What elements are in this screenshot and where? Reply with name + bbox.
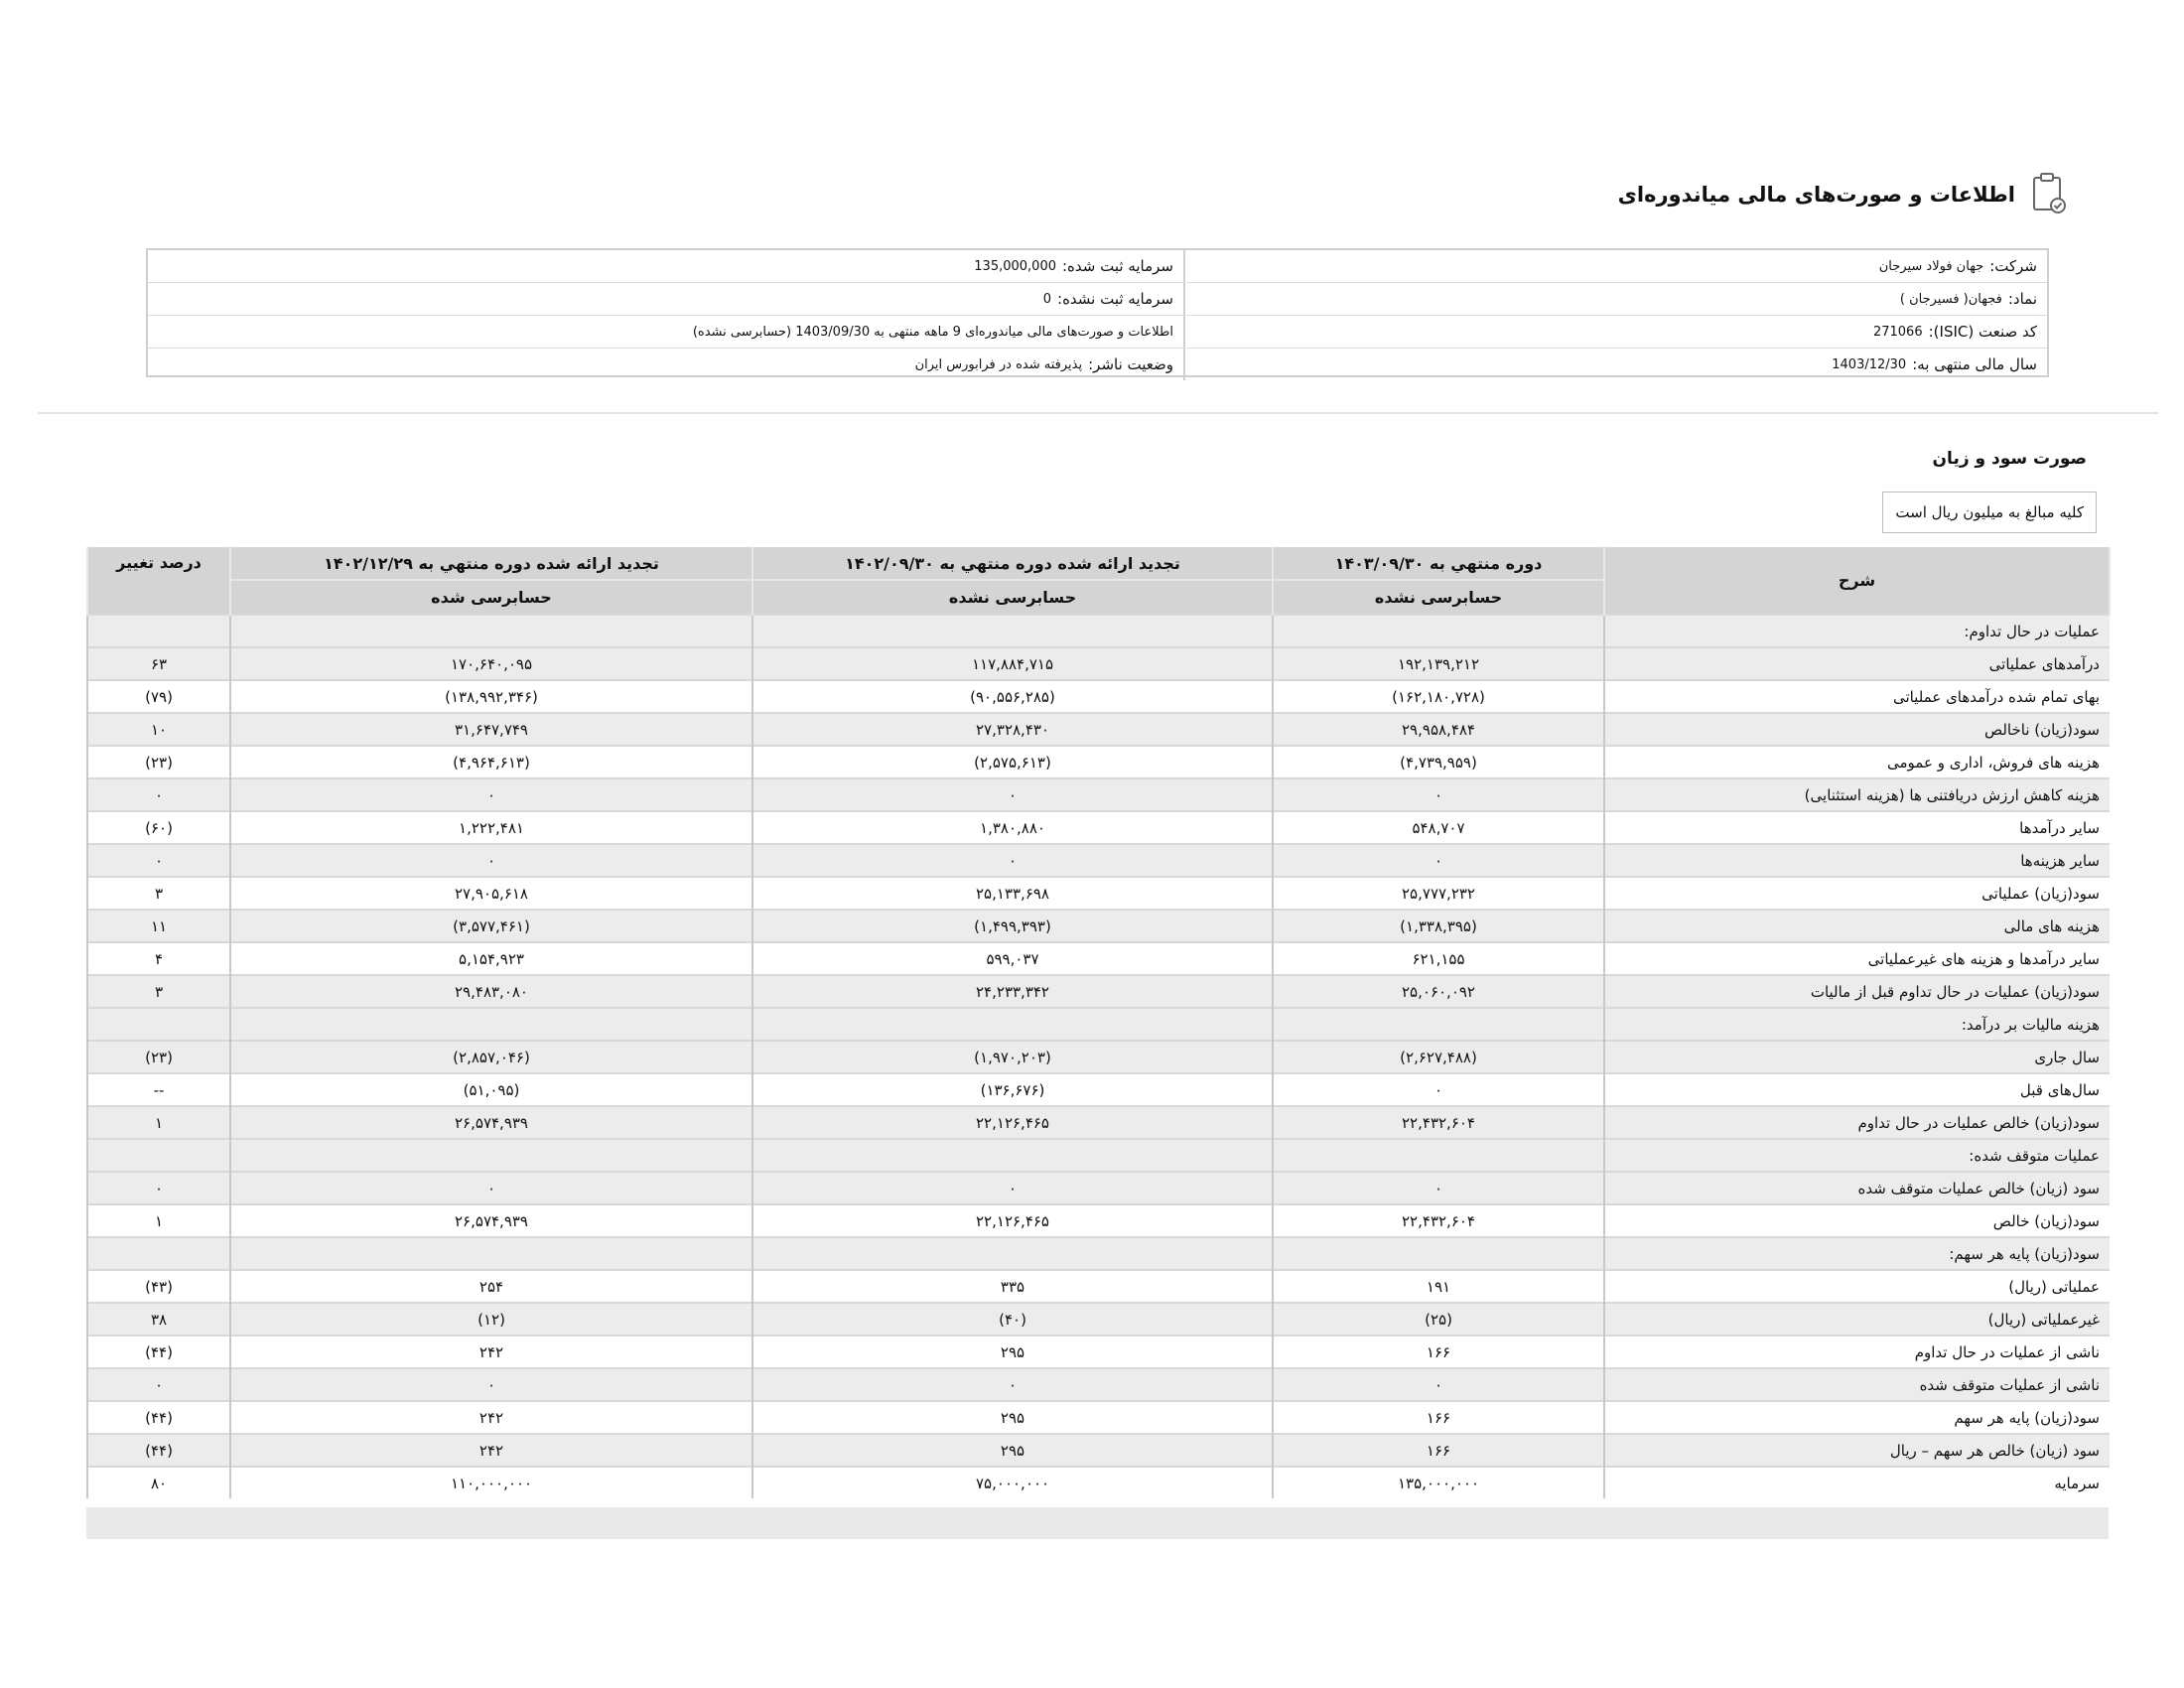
cell-period-1402-09: ۱۱۷,۸۸۴,۷۱۵	[752, 647, 1273, 680]
cell-period-1402-12: ۲۴۲	[230, 1401, 752, 1434]
cell-percent-change: (۴۴)	[87, 1401, 230, 1434]
cell-period-1403: ۲۵,۰۶۰,۰۹۲	[1273, 975, 1604, 1008]
cell-period-1403: (۱۶۲,۱۸۰,۷۲۸)	[1273, 680, 1604, 713]
table-row	[87, 647, 2110, 680]
report-title-cell	[148, 316, 1183, 348]
table-row	[87, 942, 2110, 975]
cell-period-1402-12	[230, 1139, 752, 1172]
cell-period-1402-12: (۵۱,۰۹۵)	[230, 1073, 752, 1106]
cell-percent-change	[87, 1139, 230, 1172]
cell-percent-change: (۶۰)	[87, 811, 230, 844]
company-info-box	[146, 248, 2049, 377]
row-description: سود(زیان) پایه هر سهم:	[1604, 1237, 2110, 1270]
cell-period-1402-09	[752, 1237, 1273, 1270]
header-audit-status: حسابرسی نشده	[1273, 580, 1604, 615]
cell-period-1403: ۰	[1273, 1368, 1604, 1401]
cell-percent-change: ۱۱	[87, 910, 230, 942]
cell-period-1402-09: ۷۵,۰۰۰,۰۰۰	[752, 1467, 1273, 1498]
publisher-status-label: وضعیت ناشر:	[1088, 355, 1173, 373]
row-description: هزینه مالیات بر درآمد:	[1604, 1008, 2110, 1041]
income-statement-table	[86, 547, 2111, 1498]
cell-period-1402-12: ۱۷۰,۶۴۰,۰۹۵	[230, 647, 752, 680]
cell-period-1403: (۲,۶۲۷,۴۸۸)	[1273, 1041, 1604, 1073]
company-label: شرکت:	[1989, 257, 2037, 275]
cell-period-1403: ۲۹,۹۵۸,۴۸۴	[1273, 713, 1604, 746]
cell-percent-change: (۴۴)	[87, 1434, 230, 1467]
cell-period-1403: ۲۲,۴۳۲,۶۰۴	[1273, 1106, 1604, 1139]
cell-period-1403	[1273, 1008, 1604, 1041]
row-description: سود(زیان) عملیات در حال تداوم قبل از مالیات	[1604, 975, 2110, 1008]
table-row	[87, 615, 2110, 647]
row-description: سال جاری	[1604, 1041, 2110, 1073]
isic-label: کد صنعت (ISIC):	[1928, 323, 2037, 341]
registered-capital-value: 135,000,000	[974, 258, 1056, 274]
info-row	[148, 316, 2047, 349]
cell-period-1402-09: (۲,۵۷۵,۶۱۳)	[752, 746, 1273, 778]
cell-period-1402-09: ۰	[752, 778, 1273, 811]
header-description: شرح	[1604, 547, 2110, 615]
unregistered-capital-label: سرمایه ثبت نشده:	[1057, 290, 1173, 308]
cell-period-1403: ۱۶۶	[1273, 1336, 1604, 1368]
cell-period-1402-12: ۰	[230, 844, 752, 877]
cell-period-1402-09: ۵۹۹,۰۳۷	[752, 942, 1273, 975]
info-row	[148, 250, 2047, 283]
cell-period-1403: ۵۴۸,۷۰۷	[1273, 811, 1604, 844]
cell-period-1402-09: ۱,۳۸۰,۸۸۰	[752, 811, 1273, 844]
cell-period-1403: ۰	[1273, 778, 1604, 811]
cell-percent-change: ۱	[87, 1106, 230, 1139]
header-period-1403: دوره منتهي به ۱۴۰۳/۰۹/۳۰	[1273, 547, 1604, 580]
isic-value: 271066	[1872, 324, 1923, 340]
cell-percent-change: ۱	[87, 1204, 230, 1237]
cell-percent-change: (۲۳)	[87, 746, 230, 778]
cell-period-1402-09: ۲۹۵	[752, 1336, 1273, 1368]
table-row	[87, 1106, 2110, 1139]
header-period-1402-09: تجدید ارائه شده دوره منتهي به ۱۴۰۲/۰۹/۳۰	[752, 547, 1273, 580]
cell-period-1403: ۶۲۱,۱۵۵	[1273, 942, 1604, 975]
table-row	[87, 877, 2110, 910]
cell-period-1402-12: ۰	[230, 778, 752, 811]
table-row	[87, 778, 2110, 811]
cell-period-1402-09: ۲۲,۱۲۶,۴۶۵	[752, 1106, 1273, 1139]
row-description: سود(زیان) خالص	[1604, 1204, 2110, 1237]
row-description: سود(زیان) عملیاتی	[1604, 877, 2110, 910]
header-percent-change: درصد تغییر	[87, 547, 230, 615]
row-description: غیرعملیاتی (ریال)	[1604, 1303, 2110, 1336]
table-row	[87, 1434, 2110, 1467]
table-row	[87, 1237, 2110, 1270]
cell-period-1402-09: ۲۲,۱۲۶,۴۶۵	[752, 1204, 1273, 1237]
cell-percent-change: ۰	[87, 1172, 230, 1204]
cell-percent-change: ۳	[87, 877, 230, 910]
cell-percent-change	[87, 1008, 230, 1041]
cell-period-1402-09: ۲۷,۳۲۸,۴۳۰	[752, 713, 1273, 746]
statement-title: صورت سود و زیان	[1932, 449, 2087, 469]
cell-percent-change: ۴	[87, 942, 230, 975]
row-description: عملیات متوقف شده:	[1604, 1139, 2110, 1172]
cell-period-1402-09: ۲۹۵	[752, 1401, 1273, 1434]
table-row	[87, 1139, 2110, 1172]
cell-period-1402-09: ۰	[752, 844, 1273, 877]
cell-period-1402-09: ۰	[752, 1368, 1273, 1401]
row-description: سود(زیان) خالص عملیات در حال تداوم	[1604, 1106, 2110, 1139]
cell-period-1402-09: ۲۹۵	[752, 1434, 1273, 1467]
cell-percent-change: (۴۳)	[87, 1270, 230, 1303]
page-header	[1173, 167, 2067, 222]
cell-period-1402-12: ۲۵۴	[230, 1270, 752, 1303]
cell-percent-change: ۶۳	[87, 647, 230, 680]
cell-percent-change	[87, 1237, 230, 1270]
cell-period-1402-12: ۲۴۲	[230, 1336, 752, 1368]
cell-period-1402-09: ۳۳۵	[752, 1270, 1273, 1303]
row-description: سود(زیان) پایه هر سهم	[1604, 1401, 2110, 1434]
cell-period-1402-12: ۲۶,۵۷۴,۹۳۹	[230, 1204, 752, 1237]
table-row	[87, 1303, 2110, 1336]
symbol-value: فجهان( فسیرجان )	[1899, 291, 2002, 307]
cell-period-1402-12: ۲۹,۴۸۳,۰۸۰	[230, 975, 752, 1008]
table-row	[87, 713, 2110, 746]
cell-period-1402-12: (۲,۸۵۷,۰۴۶)	[230, 1041, 752, 1073]
units-note: کلیه مبالغ به میلیون ریال است	[1882, 492, 2097, 533]
cell-percent-change: ۰	[87, 844, 230, 877]
table-row	[87, 1041, 2110, 1073]
cell-period-1402-09	[752, 615, 1273, 647]
cell-period-1402-12: (۱۲)	[230, 1303, 752, 1336]
cell-period-1402-09: (۱۳۶,۶۷۶)	[752, 1073, 1273, 1106]
row-description: سایر هزینه‌ها	[1604, 844, 2110, 877]
row-description: هزینه های مالی	[1604, 910, 2110, 942]
cell-period-1403: ۱۹۲,۱۳۹,۲۱۲	[1273, 647, 1604, 680]
cell-period-1402-12: ۱۱۰,۰۰۰,۰۰۰	[230, 1467, 752, 1498]
cell-period-1402-12: ۲۴۲	[230, 1434, 752, 1467]
table-row	[87, 844, 2110, 877]
publisher-status-value: پذیرفته شده در فرابورس ایران	[914, 356, 1083, 372]
table-row	[87, 1073, 2110, 1106]
cell-period-1402-09: ۲۴,۲۳۳,۳۴۲	[752, 975, 1273, 1008]
row-description: سایر درآمدها و هزینه های غیرعملیاتی	[1604, 942, 2110, 975]
table-row	[87, 975, 2110, 1008]
cell-period-1402-09	[752, 1139, 1273, 1172]
cell-period-1402-09: (۹۰,۵۵۶,۲۸۵)	[752, 680, 1273, 713]
cell-period-1403: (۲۵)	[1273, 1303, 1604, 1336]
cell-period-1402-09: ۲۵,۱۳۳,۶۹۸	[752, 877, 1273, 910]
table-row	[87, 811, 2110, 844]
symbol-cell	[1183, 283, 2047, 315]
table-row	[87, 910, 2110, 942]
row-description: سرمایه	[1604, 1467, 2110, 1498]
cell-period-1403	[1273, 615, 1604, 647]
row-description: سال‌های قبل	[1604, 1073, 2110, 1106]
cell-period-1403: ۲۲,۴۳۲,۶۰۴	[1273, 1204, 1604, 1237]
table-row	[87, 1270, 2110, 1303]
table-row	[87, 1401, 2110, 1434]
table-row	[87, 680, 2110, 713]
cell-percent-change: ۳	[87, 975, 230, 1008]
table-footer	[86, 1507, 2109, 1539]
row-description: سود (زیان) خالص هر سهم – ریال	[1604, 1434, 2110, 1467]
info-row	[148, 283, 2047, 316]
cell-period-1402-09: (۴۰)	[752, 1303, 1273, 1336]
fiscal-year-label: سال مالی منتهی به:	[1912, 355, 2037, 373]
section-divider	[38, 412, 2158, 414]
cell-period-1402-12	[230, 1237, 752, 1270]
cell-period-1402-12: ۲۷,۹۰۵,۶۱۸	[230, 877, 752, 910]
cell-period-1402-09: (۱,۹۷۰,۲۰۳)	[752, 1041, 1273, 1073]
cell-period-1402-12: (۳,۵۷۷,۴۶۱)	[230, 910, 752, 942]
unregistered-capital-value: 0	[1042, 291, 1052, 307]
unregistered-capital-cell	[148, 283, 1183, 315]
cell-period-1402-12	[230, 1008, 752, 1041]
cell-period-1403: ۰	[1273, 844, 1604, 877]
publisher-status-cell	[148, 349, 1183, 380]
cell-percent-change: --	[87, 1073, 230, 1106]
cell-percent-change: (۲۳)	[87, 1041, 230, 1073]
cell-period-1403: (۱,۳۳۸,۳۹۵)	[1273, 910, 1604, 942]
header-audit-status: حسابرسی نشده	[752, 580, 1273, 615]
cell-period-1403: ۱۳۵,۰۰۰,۰۰۰	[1273, 1467, 1604, 1498]
row-description: سود (زیان) خالص عملیات متوقف شده	[1604, 1172, 2110, 1204]
row-description: سایر درآمدها	[1604, 811, 2110, 844]
table-body	[87, 615, 2110, 1498]
header-period-1402-12: تجدید ارائه شده دوره منتهي به ۱۴۰۲/۱۲/۲۹	[230, 547, 752, 580]
cell-percent-change	[87, 615, 230, 647]
table-row	[87, 1368, 2110, 1401]
isic-cell	[1183, 316, 2047, 348]
row-description: هزینه های فروش، اداری و عمومی	[1604, 746, 2110, 778]
cell-period-1403	[1273, 1139, 1604, 1172]
cell-period-1402-09: ۰	[752, 1172, 1273, 1204]
cell-percent-change: ۳۸	[87, 1303, 230, 1336]
row-description: بهای تمام شده درآمدهای عملیاتی	[1604, 680, 2110, 713]
cell-percent-change: ۰	[87, 1368, 230, 1401]
cell-period-1403: ۱۶۶	[1273, 1401, 1604, 1434]
fiscal-year-cell	[1183, 349, 2047, 380]
registered-capital-cell	[148, 250, 1183, 282]
registered-capital-label: سرمایه ثبت شده:	[1062, 257, 1173, 275]
clipboard-check-icon	[2031, 172, 2067, 217]
table-row	[87, 1172, 2110, 1204]
cell-period-1403: (۴,۷۳۹,۹۵۹)	[1273, 746, 1604, 778]
row-description: عملیاتی (ریال)	[1604, 1270, 2110, 1303]
cell-period-1402-09	[752, 1008, 1273, 1041]
cell-period-1403: ۲۵,۷۷۷,۲۳۲	[1273, 877, 1604, 910]
cell-period-1402-12: ۳۱,۶۴۷,۷۴۹	[230, 713, 752, 746]
fiscal-year-value: 1403/12/30	[1832, 356, 1907, 372]
cell-period-1403: ۱۹۱	[1273, 1270, 1604, 1303]
header-audit-status: حسابرسی شده	[230, 580, 752, 615]
row-description: درآمدهای عملیاتی	[1604, 647, 2110, 680]
cell-percent-change: ۸۰	[87, 1467, 230, 1498]
row-description: ناشی از عملیات در حال تداوم	[1604, 1336, 2110, 1368]
cell-period-1402-12: (۴,۹۶۴,۶۱۳)	[230, 746, 752, 778]
report-title: اطلاعات و صورت‌های مالی میاندوره‌ای 9 ماهه منتهی به 1403/09/30 (حسابرسی نشده)	[692, 324, 1173, 340]
table-row	[87, 746, 2110, 778]
cell-period-1402-12: (۱۳۸,۹۹۲,۳۴۶)	[230, 680, 752, 713]
table-row	[87, 1467, 2110, 1498]
symbol-label: نماد:	[2007, 290, 2037, 308]
cell-period-1402-12: ۲۶,۵۷۴,۹۳۹	[230, 1106, 752, 1139]
cell-percent-change: (۴۴)	[87, 1336, 230, 1368]
cell-period-1403: ۰	[1273, 1172, 1604, 1204]
cell-period-1402-12: ۵,۱۵۴,۹۲۳	[230, 942, 752, 975]
company-cell	[1183, 250, 2047, 282]
cell-period-1402-12: ۱,۲۲۲,۴۸۱	[230, 811, 752, 844]
cell-period-1402-12: ۰	[230, 1368, 752, 1401]
row-description: هزینه کاهش ارزش دریافتنی ها (هزینه استثنایی)	[1604, 778, 2110, 811]
table-row	[87, 1204, 2110, 1237]
cell-period-1403: ۰	[1273, 1073, 1604, 1106]
cell-period-1402-09: (۱,۴۹۹,۳۹۳)	[752, 910, 1273, 942]
row-description: ناشی از عملیات متوقف شده	[1604, 1368, 2110, 1401]
table-row	[87, 1336, 2110, 1368]
cell-percent-change: ۰	[87, 778, 230, 811]
cell-percent-change: ۱۰	[87, 713, 230, 746]
table-row	[87, 1008, 2110, 1041]
cell-period-1403	[1273, 1237, 1604, 1270]
row-description: سود(زیان) ناخالص	[1604, 713, 2110, 746]
info-row	[148, 349, 2047, 380]
cell-period-1402-12	[230, 615, 752, 647]
cell-period-1403: ۱۶۶	[1273, 1434, 1604, 1467]
cell-period-1402-12: ۰	[230, 1172, 752, 1204]
page-title: اطلاعات و صورت‌های مالی میاندوره‌ای	[1617, 183, 2015, 207]
company-value: جهان فولاد سيرجان	[1878, 258, 1984, 274]
cell-percent-change: (۷۹)	[87, 680, 230, 713]
row-description: عملیات در حال تداوم:	[1604, 615, 2110, 647]
